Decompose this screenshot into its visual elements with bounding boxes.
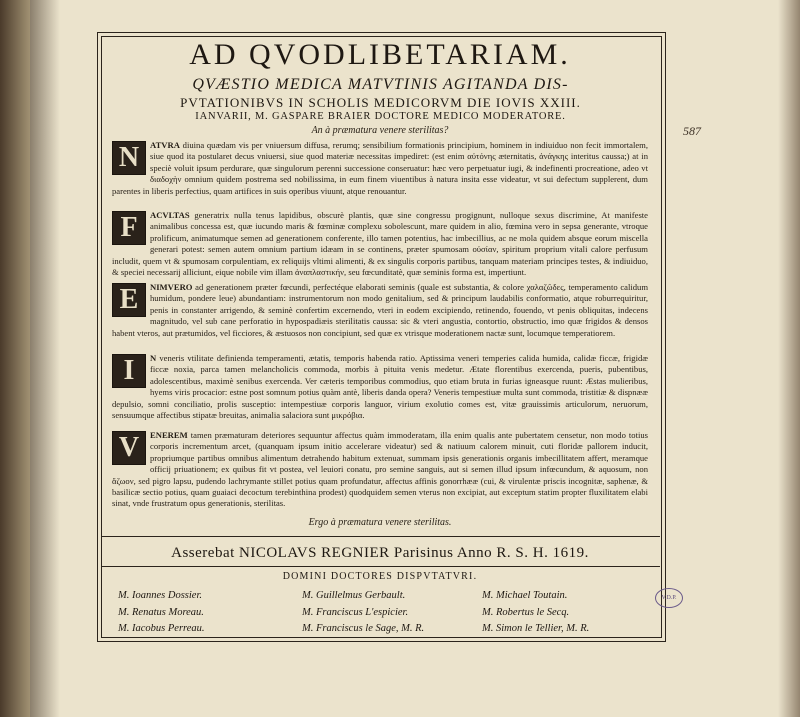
- paragraph-text: generatrix nulla tenus lapidibus, obscurè plantis, quæ sine congressu progignunt, nulloque sexus discrimine, At manifeste animalibus concessa est, quæ iucundo maris & fœminæ complexu sobolescunt, mare quidem in alio, fœmina vero in sepsa generante, vtroque prolificum, animatumque semen ad generationem conferente, illo tamen potentius, hac imbecillius, ac ne mola quidem absque eorum miscella generari potest: semen autem omnium partium idæam in se continens, præter spumosam οὐσίαν, spiritum proprium vitali calore perfusum includit, quem vt & spumosam corpulentiam, ex reliquijs vltimi alimenti, & ex singulis corporis partibus, tanquam materiam principes testes, & indiuiduo, & speciei necessarij alliciunt, eique nobile vim illam ἀναπλαστικήν, seu fœcunditatè, quæ seminis forma est, impertiunt.: [112, 210, 648, 278]
- doctor-name: M. Simon le Tellier, M. R.: [482, 623, 590, 634]
- lead-word: N: [150, 353, 157, 363]
- margin-note: 587: [683, 124, 701, 138]
- library-stamp: V.D.P.: [655, 588, 683, 608]
- paragraph-text: tamen præmaturam deteriores sequuntur affectus quàm immoderatam, illa enim qualis ante pubertatem censetur, non modo totius corporis incrementum arcet, (quanquam ipsum initio accelerare videatur) sed & natiuum calorem minuit, cuti floridæ pallorem inducit, propriumque partibus omnibus alimentum detrahendo habitum extenuat, summam ipsis generationis organis imbecillitatem affert, meramque officij priuationem; ex quibus fit vt postea, vel leuiori conatu, pro semine sanguis, aut si semen illud ipsum infœcundum, & aquosum, non ἄζωον, sed pigro lapsu, pudendo lachrymante stillet potius quam profundatur, affectus affinis gonorrhææ (cui, & virulentæ priscis incognitæ, saphenæ, & basilicæ sectio potius, quam guaiaci decoctum terebinthina prodest) quodquidem semen vterus non excipiat, aut exceptum statim propter fluxilitatem elabi sinat, vnde frustratum opus generationis, sterilitas.: [112, 430, 648, 509]
- doctor-name: M. Ioannes Dossier.: [118, 590, 202, 601]
- drop-cap-2: F: [112, 211, 146, 245]
- asserebat-line: Asserebat NICOLAVS REGNIER Parisinus Anno R. S. H. 1619.: [171, 545, 589, 561]
- lead-word: ATVRA: [150, 140, 180, 150]
- doctor-name: M. Guillelmus Gerbault.: [302, 590, 406, 601]
- drop-cap-3: E: [112, 283, 146, 317]
- page-edge-shadow: [778, 0, 800, 717]
- doctor-name: M. Franciscus L'espicier.: [302, 606, 409, 618]
- drop-cap-4: I: [112, 354, 146, 388]
- page-title: AD QVODLIBETARIAM.: [189, 38, 571, 71]
- paragraph-text: veneris vtilitate definienda temperamenti, ætatis, temporis habenda ratio. Aptissima veneri temperies calida humida, calidæ ficcæ, frigidæ ficcæ noxia, parca tamen melancholicis commoda, morbis à pituita venis medetur. Ætate florentibus exercenda, pueris, pubentibus, adolescentibus, maximè senibus exercenda. Ver cæteris temporibus commodius, quo etiam bruta in furias igneasque ruunt: Æstas mulieribus, hyems viris procacior: estne post somnum potius quàm antè, liberis danda opera? Veneris tempestiuæ multa sunt commoda, tristitiæ & dispnææ depulsio, somni conciliatio, prolis susceptio: intempestiuæ corporis languor, virium exolutio comes est, vitæ grauissimis articulorum, neruorum, sensuumque affectibus stipatæ breuitas, animalia salaciora sunt μικρόβια.: [112, 353, 648, 421]
- subtitle-line-3: IANVARII, M. GASPARE BRAIER DOCTORE MEDICO MODERATORE.: [195, 111, 566, 122]
- doctor-name: M. Iacobus Perreau.: [118, 623, 205, 634]
- paragraph-1: [112, 140, 648, 206]
- divider-top: [101, 536, 660, 537]
- doctors-column-3: [482, 588, 589, 638]
- doctor-name: M. Franciscus le Sage, M. R.: [302, 623, 425, 634]
- subtitle-line-1: QVÆSTIO MEDICA MATVTINIS AGITANDA DIS-: [192, 76, 569, 93]
- lead-word: NIMVERO: [150, 282, 193, 292]
- conclusion: Ergo à præmatura venere sterilitas.: [308, 517, 452, 528]
- doctors-header: DOMINI DOCTORES DISPVTATVRI.: [282, 571, 478, 582]
- paragraph-4: [112, 353, 648, 419]
- paragraph-3: [112, 282, 648, 346]
- paragraph-text: ad generationem præter fœcundi, perfectéque elaborati seminis (quale est substantia, & colore χαλαζῶδες, temperamento calidum humidum, pondere leue) abundantiam: instrumentorum non modo genitalium, sed & principum laudabilis conformatio, atque roburrequiritur, penis in constanter arrigendo, & seminè confertim excernendo, vteri in eodem excipiendo, retinendo, fouendo, vt penis obliquitas, indecens magnitudo, vel sub cane perforatio in hypospadiæis sterilitatis caussa: sic & vteri angustia, contortio, obstructio, imo quæ frigidos & densos habent vteros, aut prætumidos, vel ficciores, & æstuosos non concipiunt, sed quæ ex vtrisque moderationem nactæ sunt, locumque temperatiorem.: [112, 282, 648, 338]
- paragraph-2: [112, 210, 648, 278]
- doctor-name: M. Michael Toutain.: [482, 590, 568, 601]
- gutter-shadow: [30, 0, 60, 717]
- paragraph-text: diuina quædam vis per vniuersum diffusa, rerumq; sensibilium formationis principium, hominem in indiuiduo non fecit immortalem, siue quod ita postularet decus vniuersi, siue quod materiæ necessitas impediret: (est enim αὐτόνης æternitatis, ἀνάγκης interitus caussa;) at in speciè voluit ipsum perdurare, quæ singulorum perenni successione conseruatur: hæc vero perpetuatur iugi, & indefinenti procreatione, adeo vt διαδοχὴν omnium quidem postrema sed nobilissima, in eum finem viuentibus à natura insita esse videatur, vt sui defectum supplerent, dum parentes in liberis perfectius, quam artifices in suis operibus viuunt, atque renouantur.: [112, 140, 648, 196]
- doctor-name: M. Renatus Moreau.: [118, 606, 204, 618]
- paragraph-5: [112, 430, 648, 512]
- doctor-name: M. Robertus le Secq.: [482, 606, 570, 618]
- doctors-column-2: [302, 588, 424, 638]
- drop-cap-1: N: [112, 141, 146, 175]
- lead-word: ACVLTAS: [150, 210, 190, 220]
- divider-bottom: [101, 566, 660, 567]
- drop-cap-5: V: [112, 431, 146, 465]
- lead-word: ENEREM: [150, 430, 188, 440]
- question: An à præmatura venere sterilitas?: [311, 125, 449, 136]
- doctors-column-1: [118, 588, 205, 638]
- subtitle-line-2: PVTATIONIBVS IN SCHOLIS MEDICORVM DIE IOVIS XXIII.: [180, 95, 581, 110]
